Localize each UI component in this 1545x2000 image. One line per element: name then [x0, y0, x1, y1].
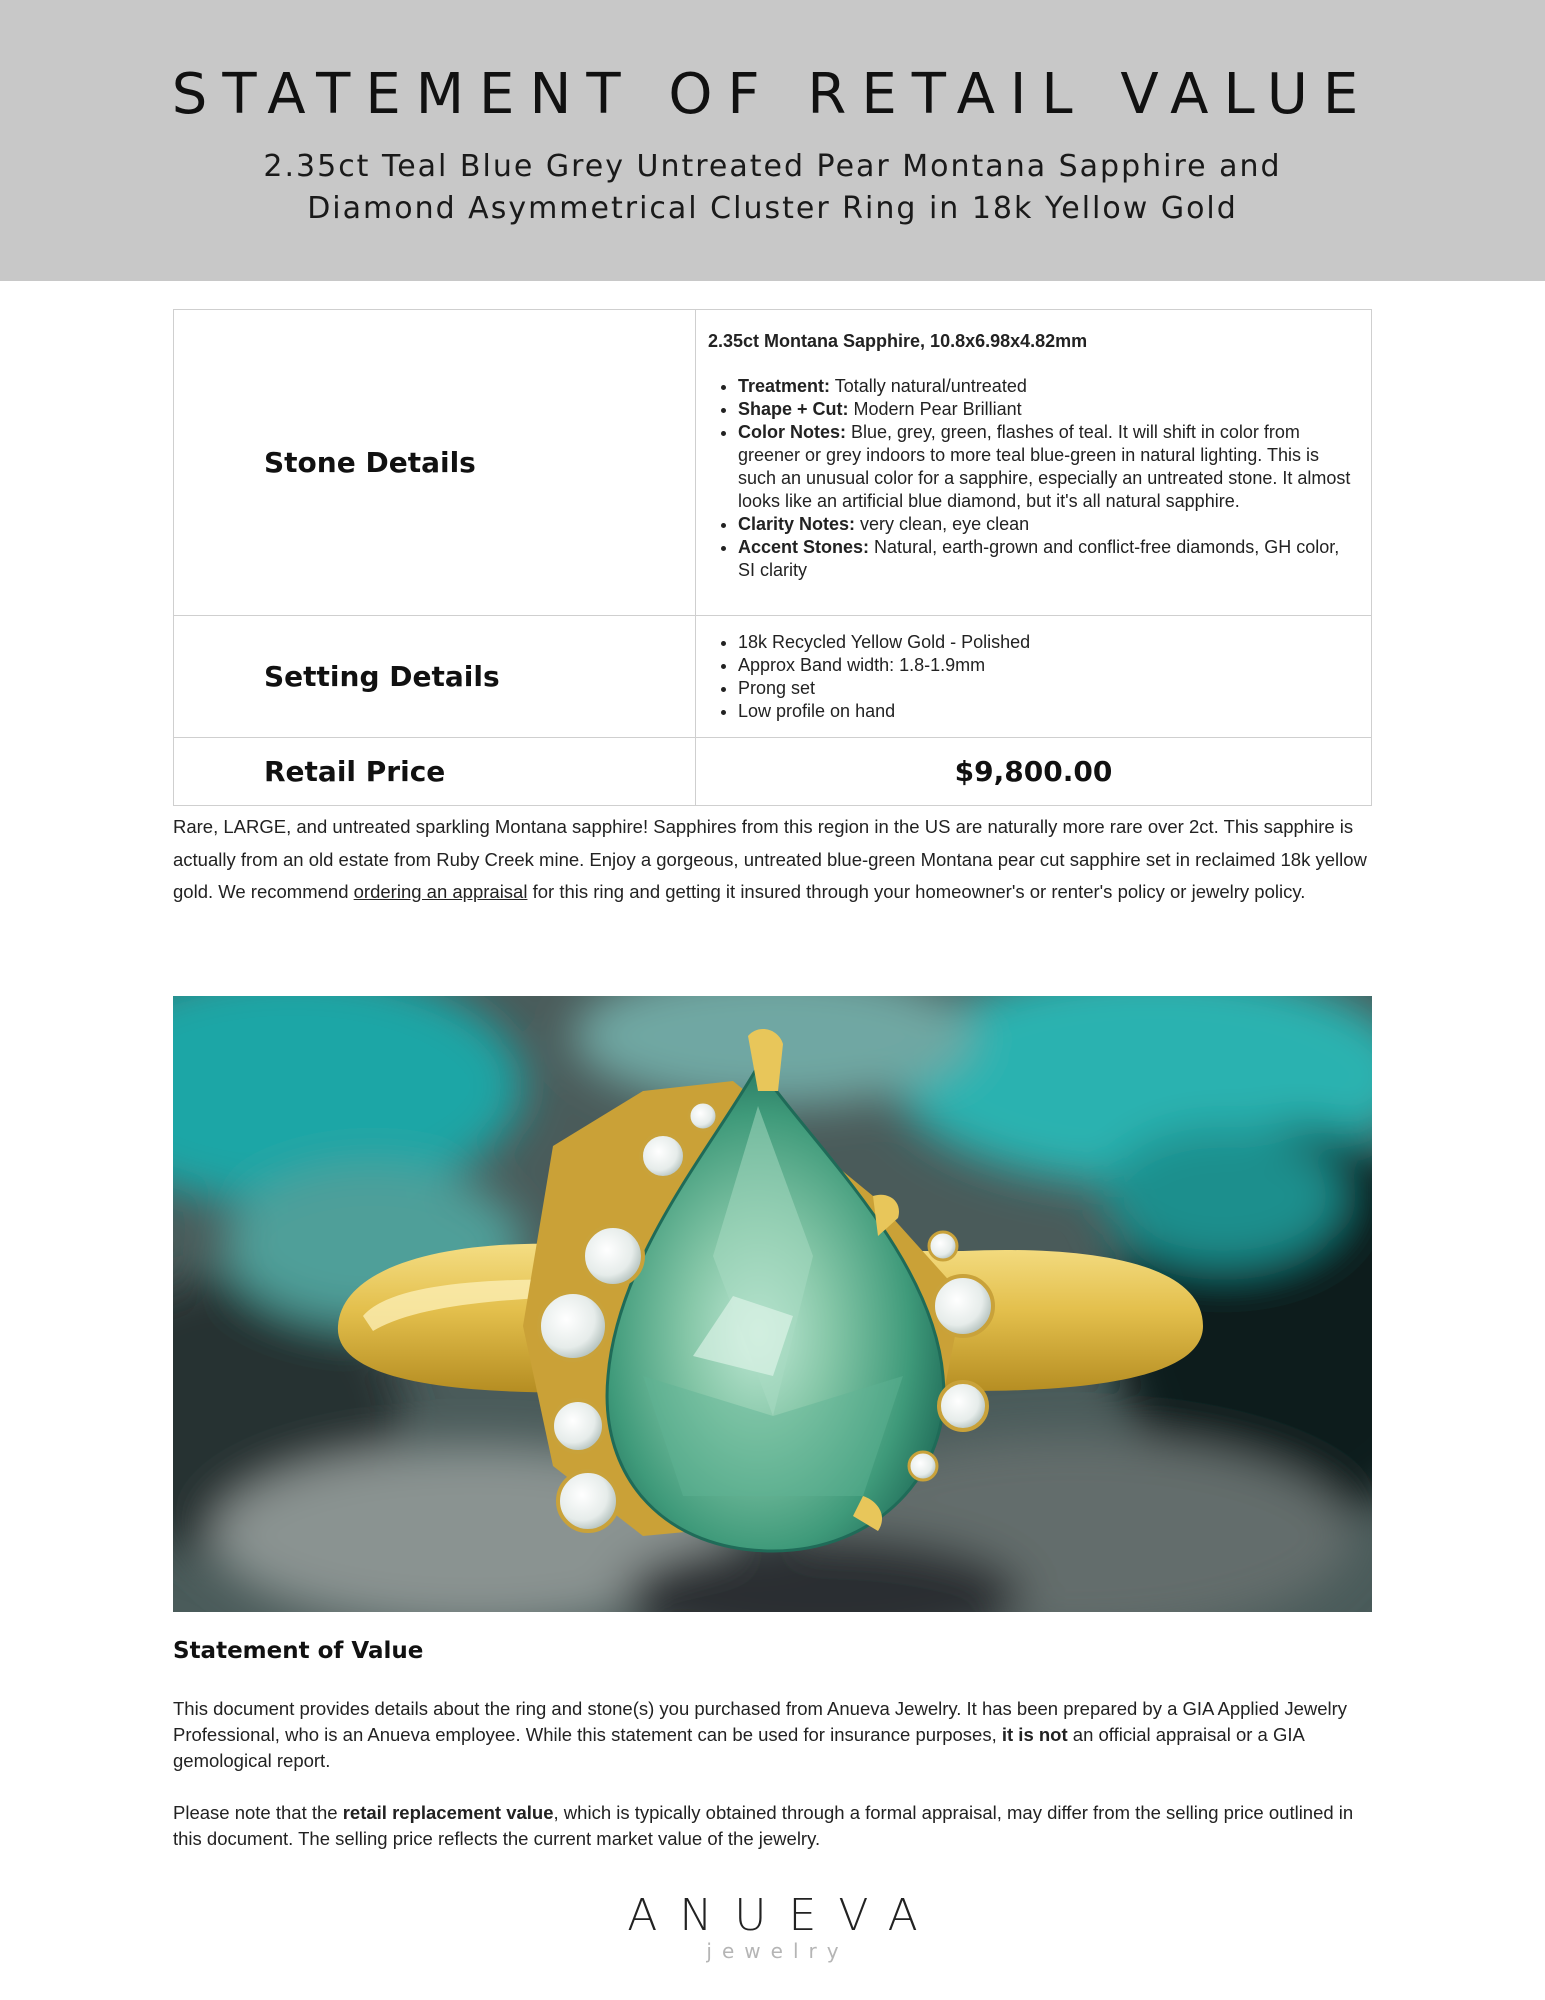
- logo-wordmark: ANUEVA: [627, 1890, 940, 1941]
- list-item: • Color Notes: Blue, grey, green, flashes of teal. It will shift in color from greener or grey indoors to more teal blue-green in natural lighting. This is such an unusual color for a sapphire, especially an untreated stone. It almost looks like an artificial blue diamond, but it's all natural sapphire.: [738, 421, 1359, 513]
- stone-details-row: [174, 310, 1372, 616]
- stone-heading: 2.35ct Montana Sapphire, 10.8x6.98x4.82mm: [708, 330, 1088, 351]
- stone-details-content: [696, 310, 1372, 616]
- product-subtitle: [0, 146, 1545, 230]
- list-item: • Low profile on hand: [738, 700, 1359, 723]
- setting-details-row: [174, 616, 1372, 738]
- anueva-logo: [0, 1892, 1545, 1962]
- list-item: • 18k Recycled Yellow Gold - Polished: [738, 631, 1359, 654]
- list-item: • Prong set: [738, 677, 1359, 700]
- stone-details-list: [708, 375, 1359, 582]
- logo-subtitle: jewelry: [706, 1939, 849, 1963]
- setting-details-label: Setting Details: [174, 616, 696, 738]
- ring-photo: [173, 996, 1372, 1612]
- setting-details-content: [696, 616, 1372, 738]
- list-item: • Accent Stones: Natural, earth-grown and conflict-free diamonds, GH color, SI clarity: [738, 536, 1359, 582]
- header-banner: [0, 0, 1545, 281]
- setting-details-list: [708, 631, 1359, 723]
- retail-price-label: Retail Price: [174, 738, 696, 806]
- subtitle-line-1: 2.35ct Teal Blue Grey Untreated Pear Montana Sapphire and: [263, 149, 1282, 184]
- list-item: • Approx Band width: 1.8-1.9mm: [738, 654, 1359, 677]
- document-title: STATEMENT OF RETAIL VALUE: [171, 62, 1374, 127]
- details-table: [173, 309, 1372, 806]
- appraisal-link[interactable]: ordering an appraisal: [353, 881, 528, 902]
- statement-of-value-heading: Statement of Value: [173, 1638, 424, 1664]
- subtitle-line-2: Diamond Asymmetrical Cluster Ring in 18k Yellow Gold: [307, 191, 1238, 226]
- stone-details-label: Stone Details: [174, 310, 696, 616]
- retail-price-value: $9,800.00: [696, 738, 1372, 806]
- retail-price-row: [174, 738, 1372, 806]
- list-item: • Treatment: Totally natural/untreated: [738, 375, 1359, 398]
- ring-image: [173, 996, 1372, 1612]
- statement-paragraph-1: This document provides details about the ring and stone(s) you purchased from Anueva Jewelry. It has been prepared by a GIA Applied Jewelry Professional, who is an Anueva employee. While this statement can be used for insurance purposes, it is not an official appraisal or a GIA gemological report.: [173, 1698, 1348, 1771]
- list-item: • Clarity Notes: very clean, eye clean: [738, 513, 1359, 536]
- statement-paragraph-2: Please note that the retail replacement value, which is typically obtained through a formal appraisal, may differ from the selling price outlined in this document. The selling price reflects the current market value of the jewelry.: [173, 1802, 1354, 1849]
- list-item: • Shape + Cut: Modern Pear Brilliant: [738, 398, 1359, 421]
- product-description: Rare, LARGE, and untreated sparkling Montana sapphire! Sapphires from this region in the US are naturally more rare over 2ct. This sapphire is actually from an old estate from Ruby Creek mine. Enjoy a gorgeous, untreated blue-green Montana pear cut sapphire set in reclaimed 18k yellow gold. We recommend ordering an appraisal for this ring and getting it insured through your homeowner's or renter's policy or jewelry policy.: [173, 816, 1367, 902]
